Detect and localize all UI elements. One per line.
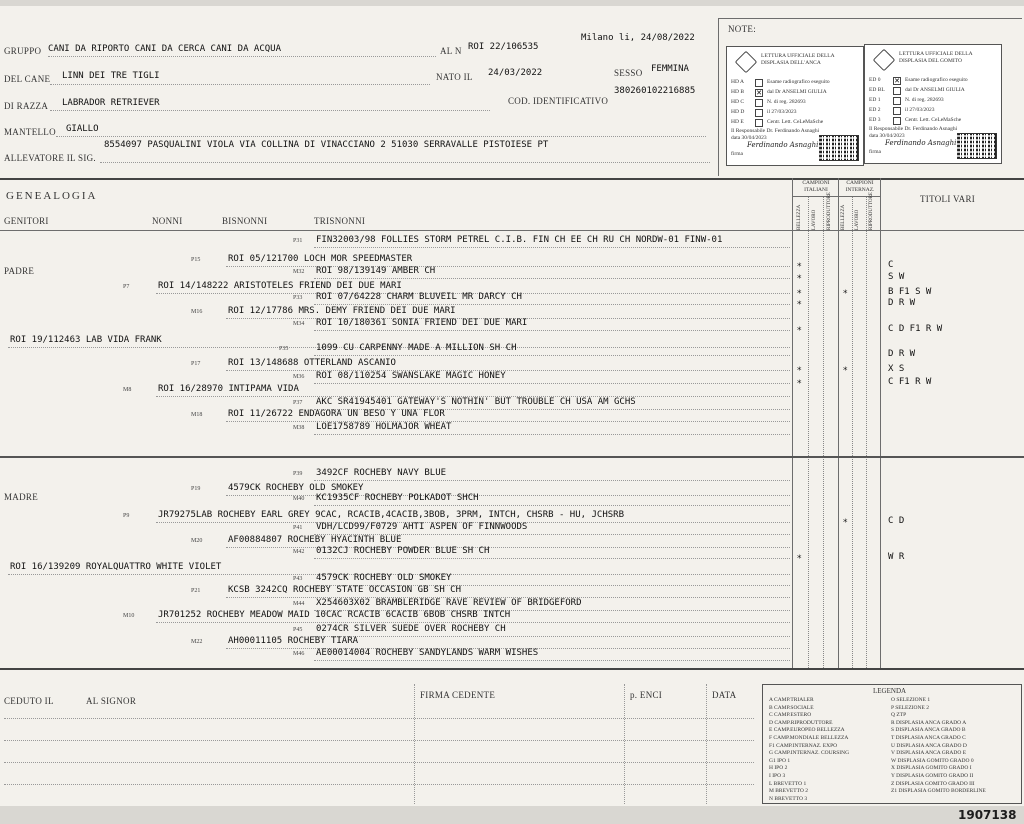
sub-col-label: LAVORO <box>855 209 860 230</box>
legenda-item: F CAMP.MONDIALE BELLEZZA <box>769 735 849 741</box>
ancestor-code: P15 <box>191 257 201 263</box>
ancestor-entry: X254603X02 BRAMBLERIDGE RAVE REVIEW OF BRIDGEFORD <box>316 598 582 608</box>
hip-reg-number: N. di reg. 282693 <box>767 99 806 105</box>
ancestor-entry: ROI 14/148222 ARISTOTELES FRIEND DEI DUE MARI <box>158 281 402 291</box>
ancestor-entry: JR79275LAB ROCHEBY EARL GREY 9CAC, RCACIB,4CACIB,3BOB, 3PRM, INTCH, CHSRB - HU, JCHSRB <box>158 510 624 520</box>
champion-mark: * <box>797 289 802 299</box>
elbow-doctor: dal Dr ANSELMI GIULIA <box>905 87 965 93</box>
legenda-item: G CAMP.INTERNAZ. COURSING <box>769 750 850 757</box>
ancestor-code: M38 <box>293 425 305 431</box>
ancestor-entry: KC1935CF ROCHEBY POLKADOT SHCH <box>316 493 479 503</box>
ancestor-code: M34 <box>293 321 305 327</box>
legenda-item: N BREVETTO 3 <box>769 795 808 802</box>
ancestor-entry: 0132CJ ROCHEBY POWDER BLUE SH CH <box>316 546 490 556</box>
ancestor-code: P31 <box>293 238 303 244</box>
elbow-checkbox <box>893 117 901 125</box>
hip-reading-date: data 30/04/2023 <box>731 135 767 141</box>
ancestor-entry: ROI 10/180361 SONIA FRIEND DEI DUE MARI <box>316 318 528 328</box>
birth-date: 24/03/2022 <box>488 68 543 78</box>
ancestor-code: M22 <box>191 639 203 645</box>
ancestor-entry: 1099 CU CARPENNY MADE A MILLION SH CH <box>316 343 517 353</box>
hip-signature: Ferdinando Asnaghi <box>747 141 819 149</box>
ancestor-entry: AF00884807 ROCHEBY HYACINTH BLUE <box>228 535 402 545</box>
legenda-item: X DISPLASIA GOMITO GRADO I <box>891 765 972 772</box>
elbow-reg-number: N. di reg. 282693 <box>905 97 944 103</box>
madre-label: MADRE <box>4 492 39 502</box>
ancestor-entry: KCSB 3242CQ ROCHEBY STATE OCCASION GB SH CH <box>228 585 461 595</box>
gruppo-label: GRUPPO <box>4 46 42 56</box>
hip-grade: HD D <box>731 109 745 115</box>
titles-value: D R W <box>888 298 916 308</box>
legenda-item: V DISPLASIA ANCA GRADO E <box>891 750 967 757</box>
ancestor-code: P39 <box>293 471 303 477</box>
allevatore-label: ALLEVATORE IL SIG. <box>4 153 96 163</box>
breeder-value: 8554097 PASQUALINI VIOLA VIA COLLINA DI VINACCIANO 2 51030 SERRAVALLE PISTOIESE PT <box>104 140 549 150</box>
ancestor-code: M32 <box>293 269 305 275</box>
elbow-exam-date: il 27/03/2023 <box>905 107 935 113</box>
ancestor-entry: ROI 13/148688 OTTERLAND ASCANIO <box>228 358 396 368</box>
ancestor-code: M36 <box>293 374 305 380</box>
ancestor-code: M46 <box>293 651 305 657</box>
elbow-firma-label: firma <box>869 149 881 155</box>
hip-checkbox <box>755 79 763 87</box>
titles-value: B F1 S W <box>888 287 932 297</box>
cane-label: DEL CANE <box>4 74 51 84</box>
ancestor-entry: ROI 11/26722 ENDAGORA UN BESO Y UNA FLOR <box>228 409 445 419</box>
legenda-item: D CAMP.RIPRODUTTORE <box>769 719 833 726</box>
ancestor-code: P9 <box>123 513 130 519</box>
hip-doctor: dal Dr ANSELMI GIULIA <box>767 89 827 95</box>
champion-mark: * <box>797 326 802 336</box>
legenda-item: O SELEZIONE 1 <box>891 697 931 703</box>
ancestor-entry: AE00014004 ROCHEBY SANDYLANDS WARM WISHES <box>316 648 539 658</box>
champion-mark: * <box>797 366 802 376</box>
hip-checkbox <box>755 119 763 127</box>
ancestor-entry: JR701252 ROCHEBY MEADOW MAID 10CAC RCACIB 6CACIB 6BOB CHSRB INTCH <box>158 610 511 620</box>
place-date: Milano li, 24/08/2022 <box>581 33 695 43</box>
ancestor-entry: VDH/LCD99/F0729 AHTI ASPEN OF FINNWOODS <box>316 522 528 532</box>
hip-grade: HD A <box>731 79 744 85</box>
legenda-title: LEGENDA <box>873 687 907 695</box>
ancestor-entry: ROI 16/28970 INTIPAMA VIDA <box>158 384 299 394</box>
sub-col-label: LAVORO <box>812 209 817 230</box>
intl-champion-mark: * <box>843 518 848 528</box>
cod-label: COD. IDENTIFICATIVO <box>508 96 609 106</box>
sub-col-label: RIPRODUTTORE <box>869 192 874 230</box>
ancestor-entry: AH00011105 ROCHEBY TIARA <box>228 636 359 646</box>
ancestor-code: P17 <box>191 361 201 367</box>
titles-value: S W <box>888 272 905 282</box>
enci-logo-icon <box>735 51 758 74</box>
champion-mark: * <box>797 379 802 389</box>
microchip-code: 380260102216885 <box>614 86 696 96</box>
gruppo-value: CANI DA RIPORTO CANI DA CERCA CANI DA ACQUA <box>48 44 281 54</box>
legenda-item: M BREVETTO 2 <box>769 788 809 795</box>
hip-checkbox <box>755 99 763 107</box>
hip-dysplasia-box <box>726 46 864 166</box>
hip-exam-date: il 27/03/2023 <box>767 109 797 115</box>
legenda-item: G1 IPO 1 <box>769 757 791 764</box>
elbow-center: Centr. Lett. CeLeMaSche <box>905 117 962 123</box>
titoli-vari-header: TITOLI VARI <box>920 194 976 204</box>
ancestor-code: P7 <box>123 284 130 290</box>
ancestor-entry: FIN32003/98 FOLLIES STORM PETREL C.I.B. FIN CH EE CH RU CH NORDW-01 FINW-01 <box>316 235 723 245</box>
ancestor-code: M20 <box>191 538 203 544</box>
ancestor-code: P37 <box>293 400 303 406</box>
registration-number: ROI 22/106535 <box>468 42 539 52</box>
nato-label: NATO IL <box>436 72 473 82</box>
coat-value: GIALLO <box>66 124 99 134</box>
padre-label: PADRE <box>4 266 35 276</box>
ancestor-entry: 4579CK ROCHEBY OLD SMOKEY <box>316 573 452 583</box>
sub-col-label: BELLEZZA <box>841 204 846 230</box>
hip-box-title: LETTURA UFFICIALE DELLA DISPLASIA DELL'ANCA <box>761 53 835 66</box>
legenda-item: W DISPLASIA GOMITO GRADO 0 <box>891 757 974 764</box>
champion-mark: * <box>797 262 802 272</box>
ancestor-code: P43 <box>293 576 303 582</box>
titles-value: D R W <box>888 349 916 359</box>
ancestor-code: M42 <box>293 549 305 555</box>
titles-value: C D <box>888 516 905 526</box>
elbow-reading-date: data 30/04/2023 <box>869 133 905 139</box>
ancestor-code: M40 <box>293 496 305 502</box>
legenda-item: S DISPLASIA ANCA GRADO B <box>891 727 966 734</box>
hip-center: Centr. Lett. CeLeMaSche <box>767 119 824 125</box>
elbow-signature: Ferdinando Asnaghi <box>885 139 957 147</box>
ancestor-code: P41 <box>293 525 303 531</box>
firma-cedente-label: FIRMA CEDENTE <box>420 690 496 700</box>
titles-value: W R <box>888 552 905 562</box>
elbow-grade: ED 3 <box>869 117 881 123</box>
elbow-checkbox-checked: ✕ <box>894 77 900 85</box>
legenda-item: Z1 DISPLASIA GOMITO BORDERLINE <box>891 788 986 795</box>
legenda-item: E CAMP.EUROPEO BELLEZZA <box>769 727 845 734</box>
enci-label: p. ENCI <box>630 690 663 700</box>
ancestor-code: M16 <box>191 309 203 315</box>
col-nonni: NONNI <box>152 216 183 226</box>
ancestor-code: P45 <box>293 627 303 633</box>
legenda-box <box>762 684 1022 804</box>
enci-logo-icon <box>873 49 896 72</box>
ancestor-code: M18 <box>191 412 203 418</box>
col-bisnonni: BISNONNI <box>222 216 268 226</box>
note-label: NOTE: <box>728 24 756 34</box>
legenda-item: B CAMP.SOCIALE <box>769 704 814 711</box>
genealogy-title: GENEALOGIA <box>6 190 98 202</box>
champion-mark: * <box>797 554 802 564</box>
col-genitori: GENITORI <box>4 216 49 226</box>
ancestor-code: M8 <box>123 387 132 393</box>
ancestor-entry: ROI 07/64228 CHARM BLUVEIL MR DARCY CH <box>316 292 522 302</box>
razza-label: DI RAZZA <box>4 101 49 111</box>
legenda-item: R DISPLASIA ANCA GRADO A <box>891 719 967 726</box>
campioni-internaz-header: CAMPIONI INTERNAZ. <box>845 180 875 193</box>
ancestor-entry: 4579CK ROCHEBY OLD SMOKEY <box>228 483 364 493</box>
ancestor-code: P21 <box>191 588 201 594</box>
data-label: DATA <box>712 690 737 700</box>
ancestor-entry: ROI 05/121700 LOCH MOR SPEEDMASTER <box>228 254 413 264</box>
aln-label: AL N <box>440 46 462 56</box>
champion-mark: * <box>797 274 802 284</box>
legenda-item: I IPO 3 <box>769 773 786 779</box>
titles-value: C D F1 R W <box>888 324 943 334</box>
legenda-item: T DISPLASIA ANCA GRADO C <box>891 735 966 741</box>
elbow-checkbox <box>893 97 901 105</box>
ancestor-code: P19 <box>191 486 201 492</box>
legenda-item: Q ZTP <box>891 712 907 719</box>
dog-name: LINN DEI TRE TIGLI <box>62 71 160 81</box>
elbow-dysplasia-box <box>864 44 1002 164</box>
elbow-grade: ED 0 <box>869 77 881 83</box>
hip-grade: HD E <box>731 119 744 125</box>
elbow-grade: ED BL <box>869 87 885 93</box>
signor-label: AL SIGNOR <box>86 696 137 706</box>
ancestor-entry: LOE1758789 HOLMAJOR WHEAT <box>316 422 452 432</box>
legenda-item: F1 CAMP.INTERNAZ. EXPO <box>769 742 838 749</box>
ancestor-entry: AKC SR41945401 GATEWAY'S NOTHIN' BUT TROUBLE CH USA AM GCHS <box>316 397 636 407</box>
ancestor-code: M44 <box>293 601 305 607</box>
legenda-item: P SELEZIONE 2 <box>891 704 929 711</box>
ancestor-code: M10 <box>123 613 135 619</box>
sex-value: FEMMINA <box>651 64 689 74</box>
ancestor-entry: ROI 08/110254 SWANSLAKE MAGIC HONEY <box>316 371 506 381</box>
hip-checkbox <box>755 109 763 117</box>
elbow-checkbox <box>893 107 901 115</box>
elbow-grade: ED 1 <box>869 97 881 103</box>
elbow-exam-text: Esame radiografico eseguito <box>905 77 968 83</box>
serial-number: 1907138 <box>958 808 1017 822</box>
legenda-item: Z DISPLASIA GOMITO GRADO III <box>891 780 975 787</box>
sub-col-label: RIPRODUTTORE <box>827 192 832 230</box>
ancestor-entry: ROI 98/139149 AMBER CH <box>316 266 436 276</box>
legenda-item: U DISPLASIA ANCA GRADO D <box>891 742 967 749</box>
hip-grade: HD B <box>731 89 744 95</box>
ancestor-entry: 0274CR SILVER SUEDE OVER ROCHEBY CH <box>316 624 506 634</box>
ancestor-code: P33 <box>293 295 303 301</box>
champion-mark: * <box>797 300 802 310</box>
hip-responsible: Il Responsabile Dr. Ferdinando Asnaghi <box>731 128 820 134</box>
legenda-item: A CAMP.TRIALER <box>769 697 814 703</box>
mantello-label: MANTELLO <box>4 127 56 137</box>
ancestor-entry: ROI 12/17786 MRS. DEMY FRIEND DEI DUE MARI <box>228 306 456 316</box>
ancestor-code: P35 <box>279 346 289 352</box>
titles-value: C <box>888 260 894 270</box>
titles-value: X S <box>888 364 905 374</box>
legenda-item: C CAMP.ESTERO <box>769 712 812 719</box>
hip-firma-label: firma <box>731 151 743 157</box>
ceduto-label: CEDUTO IL <box>4 696 54 706</box>
ancestor-entry: 3492CF ROCHEBY NAVY BLUE <box>316 468 447 478</box>
elbow-responsible: Il Responsabile Dr. Ferdinando Asnaghi <box>869 126 958 132</box>
intl-champion-mark: * <box>843 366 848 376</box>
hip-checkbox-checked: ✕ <box>756 89 762 97</box>
elbow-checkbox <box>893 87 901 95</box>
sesso-label: SESSO <box>614 68 643 78</box>
elbow-box-title: LETTURA UFFICIALE DELLA DISPLASIA DEL GOMITO <box>899 51 973 64</box>
intl-champion-mark: * <box>843 289 848 299</box>
elbow-grade: ED 2 <box>869 107 881 113</box>
campioni-italiani-header: CAMPIONI ITALIANI <box>802 180 830 193</box>
legenda-item: Y DISPLASIA GOMITO GRADO II <box>891 773 974 779</box>
titles-value: C F1 R W <box>888 377 932 387</box>
hip-grade: HD C <box>731 99 744 105</box>
legenda-item: L BREVETTO 1 <box>769 780 807 787</box>
breed-value: LABRADOR RETRIEVER <box>62 98 160 108</box>
hip-exam-text: Esame radiografico eseguito <box>767 79 830 85</box>
sub-col-label: BELLEZZA <box>797 204 802 230</box>
ancestor-entry: ROI 19/112463 LAB VIDA FRANK <box>10 335 162 345</box>
col-trisnonni: TRISNONNI <box>314 216 366 226</box>
ancestor-entry: ROI 16/139209 ROYALQUATTRO WHITE VIOLET <box>10 562 222 572</box>
legenda-item: H IPO 2 <box>769 765 788 772</box>
